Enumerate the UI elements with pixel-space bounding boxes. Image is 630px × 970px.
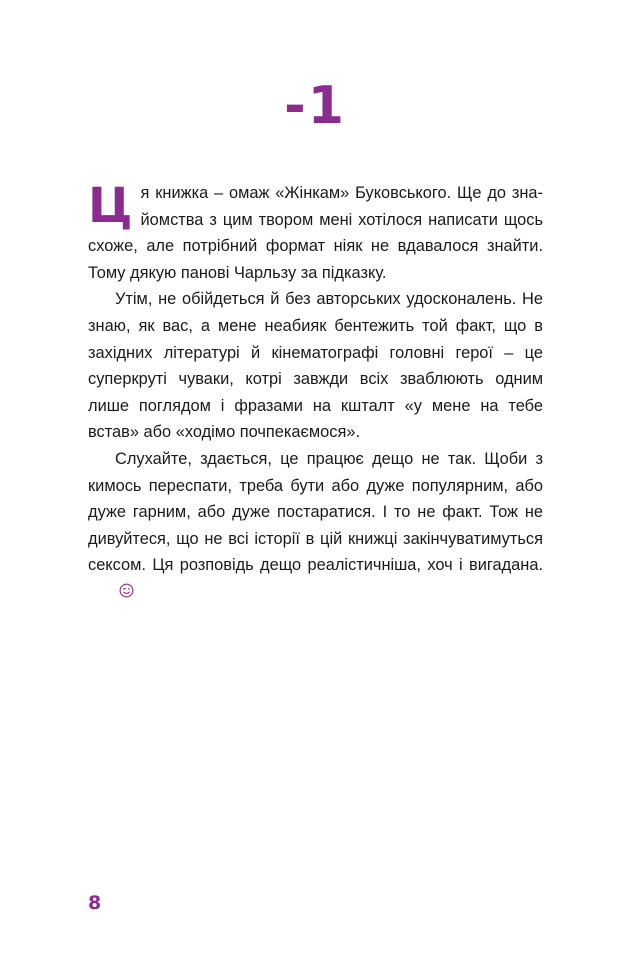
page-number: 8 bbox=[88, 892, 102, 914]
paragraph-3 bbox=[88, 446, 543, 606]
paragraph-1 bbox=[88, 180, 543, 286]
wink-emoji-icon bbox=[92, 580, 107, 595]
paragraph-2-text: Утім, не обійдеться й без авторських удосконалень. Не знаю, як вас, а мене неабияк бентежить той факт, що в західних літературі й кінематографі головні герої – це суперкруті чуваки, котрі завжди всіх зваблюють одним лише поглядом і фразами на кшталт «у мене на тебе встав» або «ходімо почпекаємося». bbox=[88, 290, 543, 442]
paragraph-1-text: я книжка – омаж «Жінкам» Буковського. Ще до знайомства з цим твором мені хотілося написати щось схоже, але потрібний формат ніяк не вдавалося знайти. Тому дякую панові Чарльзу за підказку. bbox=[88, 184, 543, 282]
paragraph-3-text: Слухайте, здається, це працює дещо не так. Щоби з кимось переспати, треба бути або дуже популярним, або дуже гарним, або дуже постаратися. І то не факт. Тож не дивуйтеся, що не всі історії в цій книжці закінчуватимуться сексом. Ця розповідь дещо реалістичніша, хоч і вигадана. bbox=[88, 449, 543, 575]
paragraph-2 bbox=[88, 286, 543, 446]
chapter-number: -1 bbox=[284, 76, 346, 136]
drop-cap: Ц bbox=[88, 178, 133, 234]
body-text bbox=[88, 180, 543, 606]
